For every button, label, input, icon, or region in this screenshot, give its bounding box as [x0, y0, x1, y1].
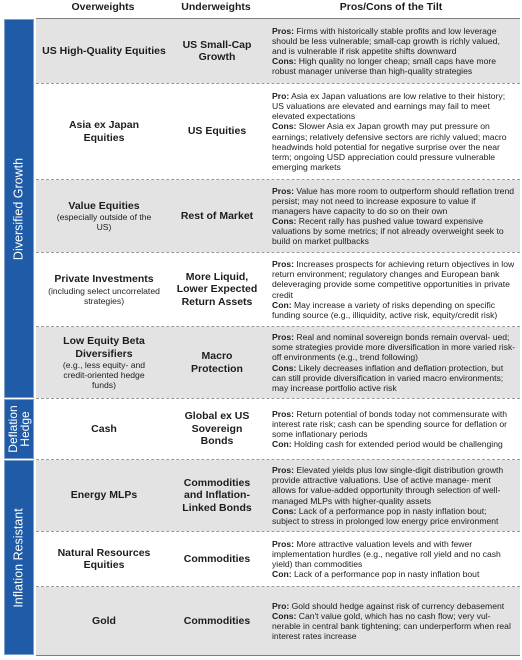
pros-cons-cell [270, 532, 518, 586]
cons-text: Con: May increase a variety of risks depending on specific funding source (e.g., illiquidity, active risk, equity/credit risk) [272, 299, 498, 320]
cons-text: Con: Holding cash for extended period would be challenging [272, 439, 503, 450]
underweight-cell: Macro Protection [191, 350, 243, 375]
section-inflation-resistant [4, 460, 34, 655]
pros-text: Pros: More attractive valuation levels and with fewer implementation hurdles (e.g., negative roll yield and no cash yield) than commodities [272, 538, 501, 569]
pros-text: Pros: Firms with historically stable profits and low leverage should be less vulnerable; small-cap growth is richly valued, and is vulnerable if risk appetite shifts downward [272, 25, 500, 56]
pros-text: Pros: Return potential of bonds today not commensurate with interest rate risk; cash can be spending source for deflation or some inflationary periods [272, 408, 508, 439]
table-row [36, 19, 520, 83]
underweight-cell: Global ex US Sovereign Bonds [184, 410, 250, 448]
pros-cons-cell [270, 180, 518, 252]
overweight-cell: Low Equity Beta Diversifiers (e.g., less equity- and credit-oriented hedge funds) [62, 335, 146, 390]
underweight-cell: US Small-Cap Growth [182, 38, 252, 63]
underweight-cell: Commodities and Inflation-Linked Bonds [182, 476, 252, 514]
pros-text: Pro: Asia ex Japan valuations are low relative to their history; US valuations are elevated and earnings may fail to meet elevated expectations [272, 91, 506, 122]
overweight-cell: Energy MLPs [70, 489, 138, 502]
pros-cons-cell [270, 327, 518, 398]
cons-text: Cons: Lack of a performance pop in nasty inflation bout; subject to stress in prolonged low energy price environment [272, 505, 499, 526]
section-label-deflation-hedge: Deflation Hedge [6, 405, 32, 453]
cons-text: Con: Lack of a performance pop in nasty inflation bout [272, 569, 480, 580]
pros-cons-cell [270, 460, 518, 531]
section-label-diversified-growth: Diversified Growth [11, 157, 26, 260]
underweight-cell: More Liquid, Lower Expected Return Assets [176, 270, 258, 308]
overweight-cell: US High-Quality Equities [42, 44, 166, 57]
cons-text: Cons: High quality no longer cheap; small caps have more robust manager universe than high-quality strategies [272, 56, 497, 77]
cons-text: Cons: Slower Asia ex Japan growth may put pressure on earnings; relatively defensive sectors are richly valued; macro headwinds hold potential for negative surprise over the near term; ongoing USD appreciation could pressure vulnerable emerging markets [272, 121, 507, 172]
header-pros-cons: Pros/Cons of the Tilt [339, 1, 443, 13]
pros-cons-cell [270, 19, 518, 83]
overweight-cell: Asia ex Japan Equities [68, 119, 140, 144]
overweight-cell: Value Equities (especially outside of the US) [56, 199, 152, 233]
underweight-cell: Rest of Market [180, 209, 254, 222]
pros-text: Pros: Real and nominal sovereign bonds remain overval- ued; some strategies provide more diversification in more varied risk-off environments (e.g., trend following) [272, 332, 516, 363]
header-underweights: Underweights [181, 1, 251, 13]
table-row [36, 253, 520, 326]
pros-cons-cell [270, 84, 518, 179]
table-row [36, 84, 520, 179]
section-label-inflation-resistant: Inflation Resistant [11, 507, 26, 608]
table-bottom-border [36, 655, 520, 656]
cons-text: Cons: Can't value gold, which has no cash flow; very vul- nerable in central bank tightening; can underperform when real interest rates increase [272, 610, 511, 642]
underweight-cell: US Equities [187, 125, 247, 138]
pros-cons-cell [270, 253, 518, 326]
underweight-cell: Commodities [183, 552, 251, 565]
section-deflation-hedge [4, 399, 34, 459]
overweight-cell: Cash [91, 422, 117, 435]
table-row [36, 587, 520, 655]
table-row [36, 327, 520, 398]
table-row [36, 399, 520, 459]
pros-text: Pro: Gold should hedge against risk of currency debasement [272, 600, 505, 611]
pros-text: Pros: Value has more room to outperform should reflation trend persist; may not need to increase exposure to value if managers have capacity to do so on their own [272, 185, 515, 216]
pros-cons-cell [270, 587, 518, 655]
cons-text: Cons: Likely decreases inflation and deflation protection, but can still provide diversification in varied macro environments; may increase portfolio active risk [272, 362, 504, 393]
pros-text: Pros: Increases prospects for achieving return objectives in low return environment; regulatory changes and European bank deleveraging provide some competitive opportunities in private credit [272, 259, 515, 300]
table-row [36, 180, 520, 252]
section-diversified-growth [4, 19, 34, 398]
table-row [36, 532, 520, 586]
header-overweights: Overweights [71, 1, 135, 13]
overweight-cell: Natural Resources Equities [57, 546, 151, 571]
underweight-cell: Commodities [183, 614, 251, 627]
table-header [0, 0, 522, 18]
table-row [36, 460, 520, 531]
overweight-cell: Gold [92, 614, 116, 627]
pros-text: Pros: Elevated yields plus low single-digit distribution growth provide attractive valuations. Use of active manage- ment allows for value-added opportunity through selection of well-managed MLPs with higher-quality assets [272, 465, 504, 506]
pros-cons-cell [270, 399, 518, 459]
cons-text: Cons: Recent rally has pushed value toward expensive valuations by some metrics; if not already overweight seek to build on market pullbacks [272, 216, 504, 247]
overweight-cell: Private Investments (including select uncorrelated strategies) [48, 273, 160, 306]
